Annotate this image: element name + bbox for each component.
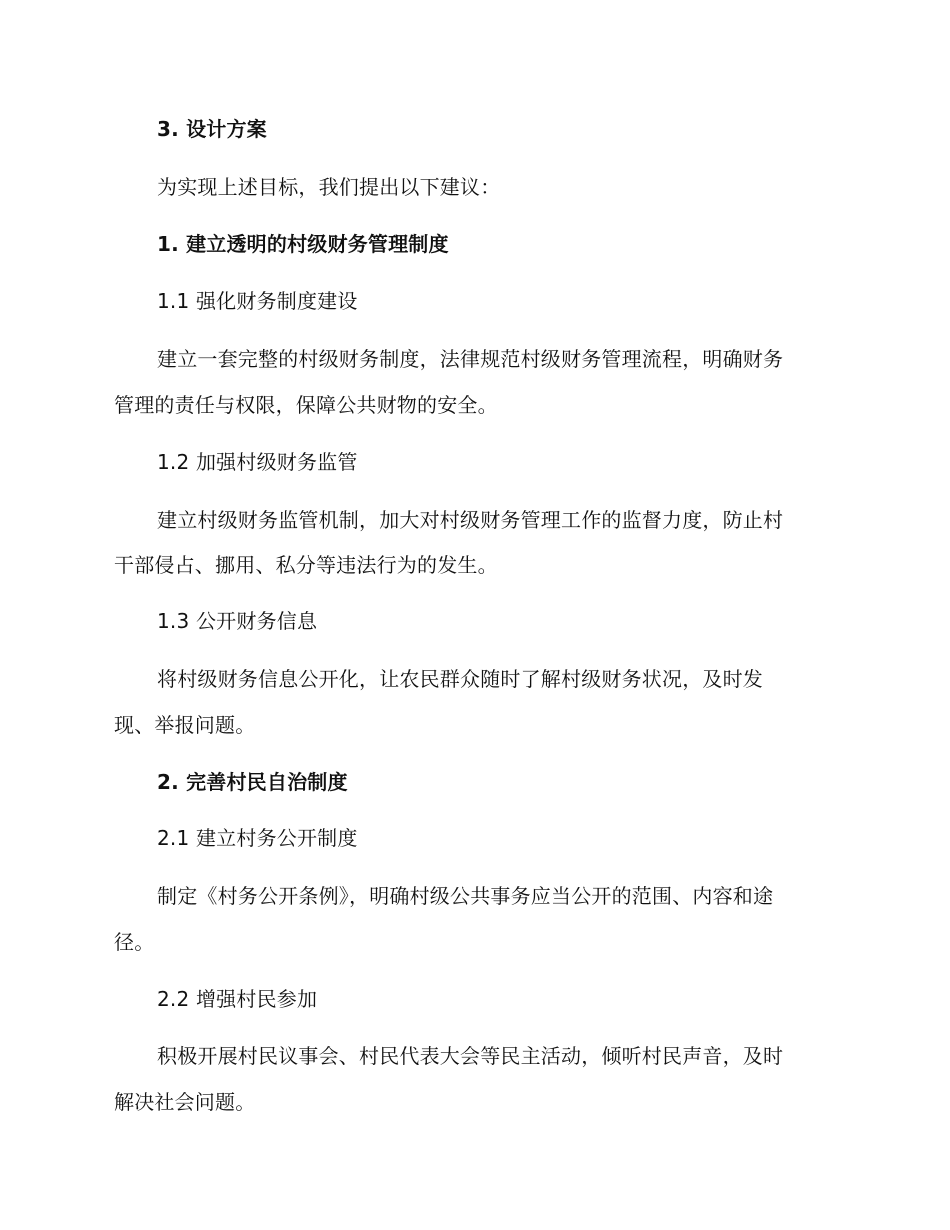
section-heading-design: 3. 设计方案 [157,117,267,141]
subsection-1-1-paragraph-line1: 建立一套完整的村级财务制度，法律规范村级财务管理流程，明确财务 [157,347,784,371]
subsection-1-3-title: 1.3 公开财务信息 [157,609,318,633]
subsection-1-2-title: 1.2 加强村级财务监管 [157,450,358,474]
subsection-1-1-paragraph-line2: 管理的责任与权限，保障公共财物的安全。 [114,393,498,417]
subsection-1-1-title: 1.1 强化财务制度建设 [157,289,358,313]
subsection-2-1-title: 2.1 建立村务公开制度 [157,826,358,850]
section1-title: 1. 建立透明的村级财务管理制度 [157,232,449,256]
subsection-2-1-paragraph-line2: 径。 [114,930,155,954]
subsection-2-2-title: 2.2 增强村民参加 [157,987,318,1011]
subsection-2-2-paragraph-line2: 解决社会问题。 [114,1090,256,1114]
subsection-1-2-paragraph-line2: 干部侵占、挪用、私分等违法行为的发生。 [114,553,498,577]
intro-paragraph: 为实现上述目标，我们提出以下建议： [157,175,501,199]
subsection-1-3-paragraph-line1: 将村级财务信息公开化，让农民群众随时了解村级财务状况，及时发 [157,667,763,691]
subsection-2-1-paragraph-line1: 制定《村务公开条例》，明确村级公共事务应当公开的范围、内容和途 [157,884,774,908]
subsection-1-2-paragraph-line1: 建立村级财务监管机制，加大对村级财务管理工作的监督力度，防止村 [157,508,784,532]
subsection-2-2-paragraph-line1: 积极开展村民议事会、村民代表大会等民主活动，倾听村民声音，及时 [157,1044,784,1068]
section2-title: 2. 完善村民自治制度 [157,770,348,794]
subsection-1-3-paragraph-line2: 现、举报问题。 [114,713,256,737]
